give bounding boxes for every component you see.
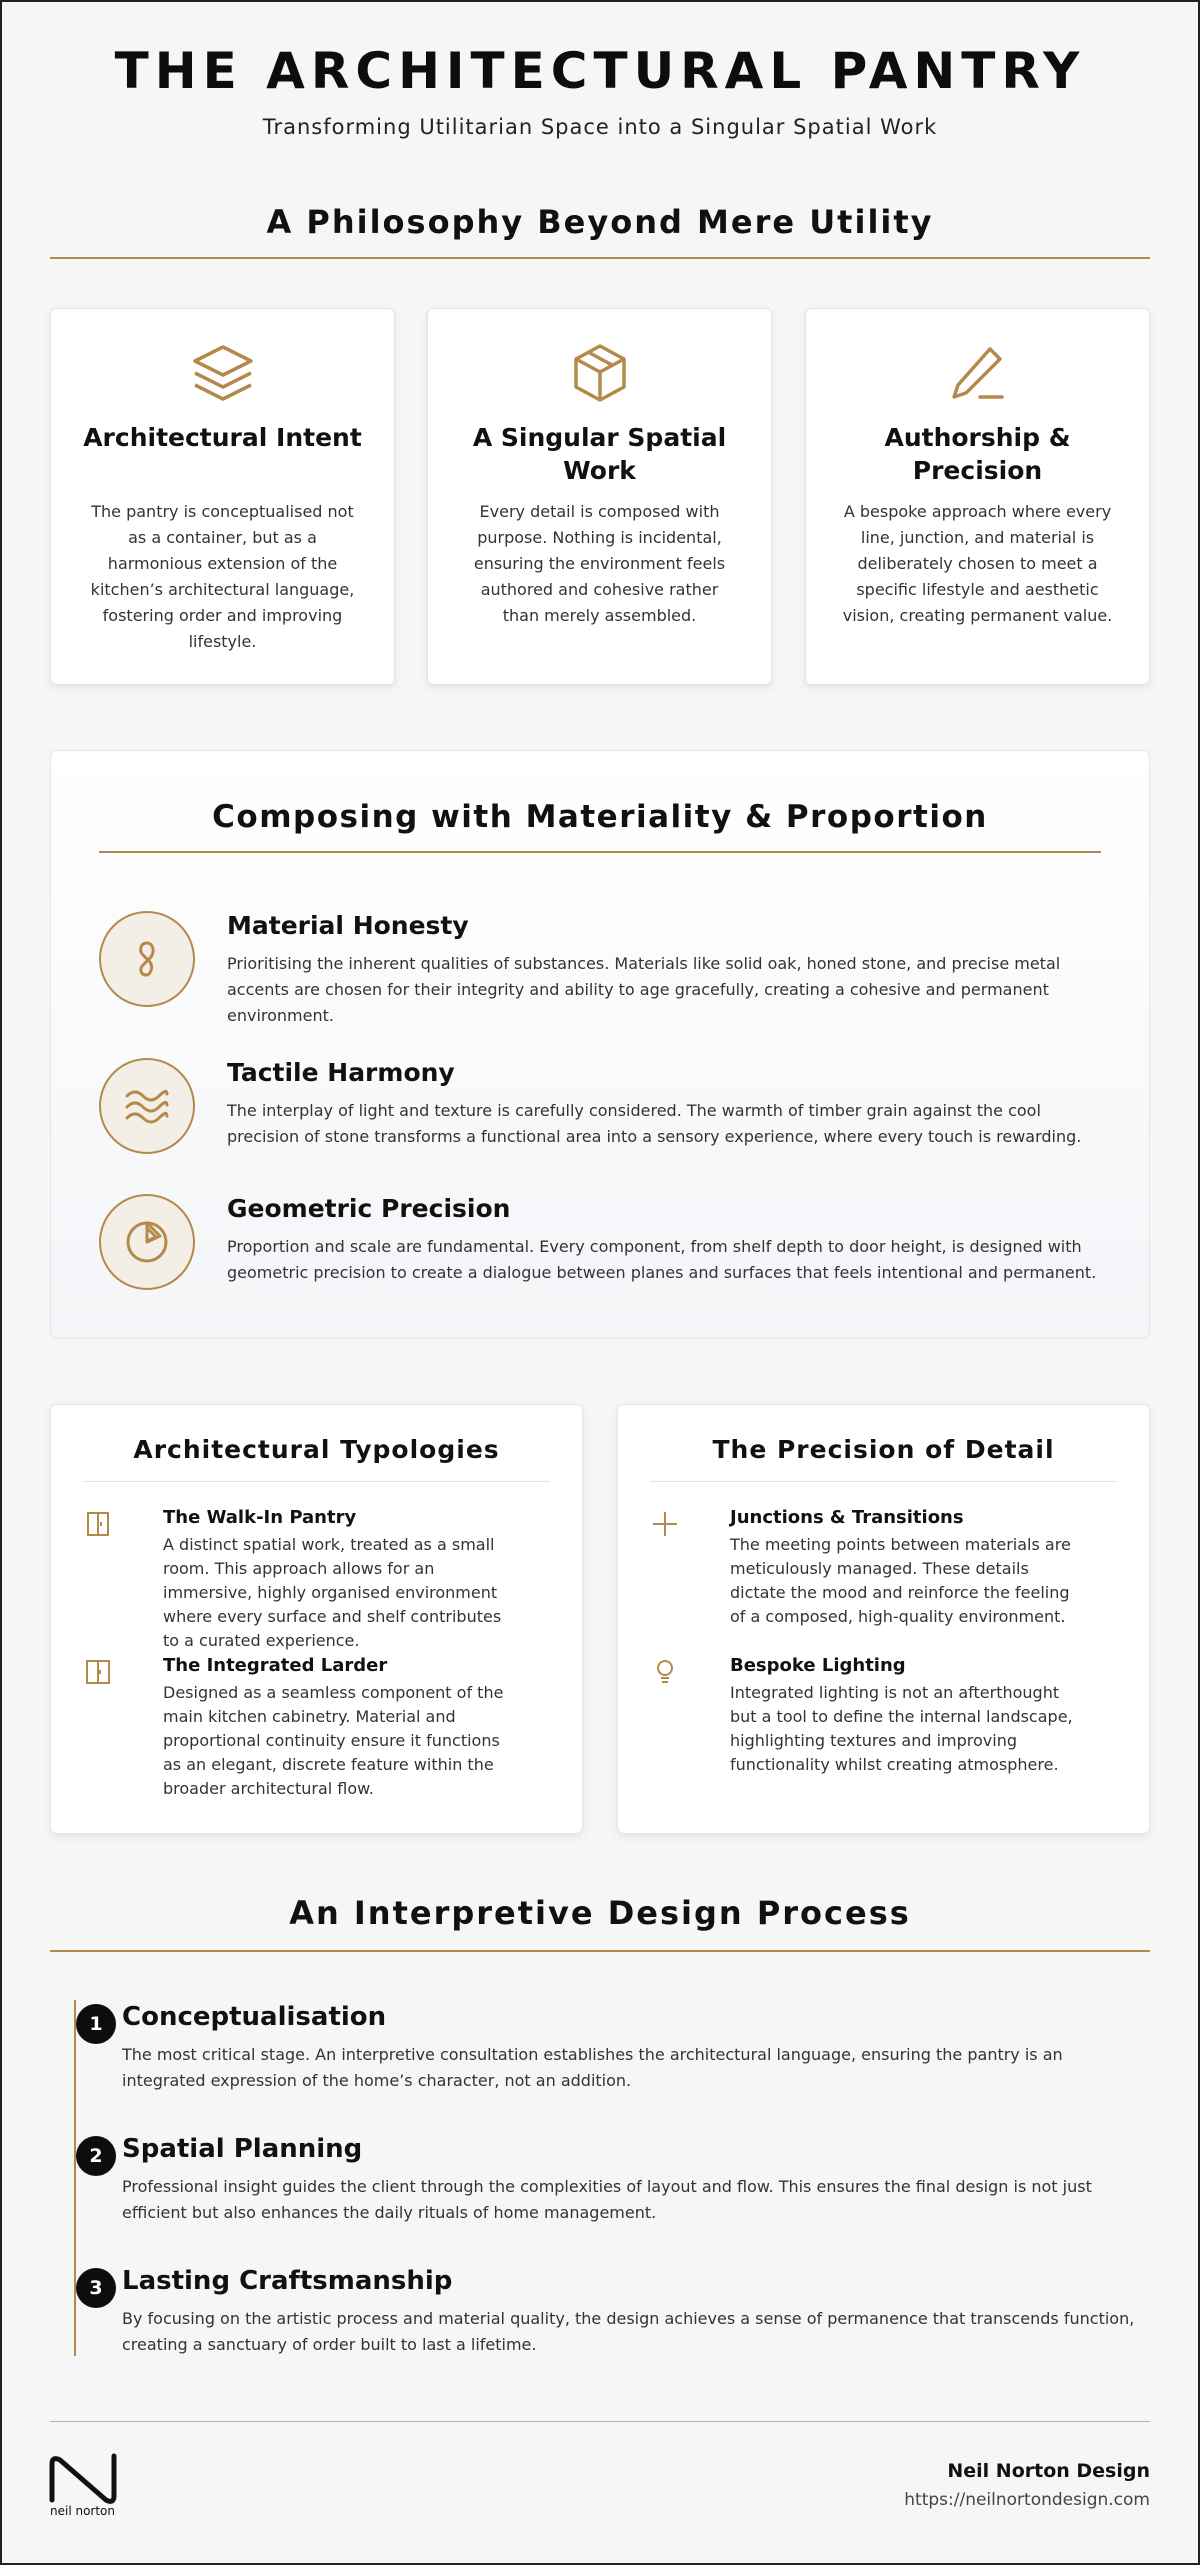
step-text: The most critical stage. An interpretive consultation establishes the architectural language, ensuring the pantry is an integrated expression of the home’s character, not an addition. — [122, 2045, 1063, 2090]
typologies-card — [50, 1404, 583, 1834]
neil-norton-logo[interactable] — [48, 2452, 118, 2518]
philosophy-card-spatial-work — [427, 308, 772, 685]
step-title: Lasting Craftsmanship — [122, 2266, 453, 2296]
material-text: The interplay of light and texture is carefully considered. The warmth of timber grain against the cool precision of stone transforms a functional area into a sensory experience, where every touch is rewarding. — [227, 1101, 1082, 1146]
process-heading: An Interpretive Design Process — [289, 1894, 911, 1932]
step-title: Spatial Planning — [122, 2134, 363, 2164]
typologies-divider — [83, 1481, 550, 1482]
detail-text: Integrated lighting is not an afterthought but a tool to define the internal landscape, highlighting textures and improving functionality whilst creating atmosphere. — [730, 1683, 1073, 1774]
material-title: Material Honesty — [227, 911, 469, 940]
process-divider — [50, 1950, 1150, 1952]
card-title: A Singular Spatial Work — [472, 423, 727, 485]
droplet-icon — [99, 911, 195, 1007]
philosophy-card-authorship — [805, 308, 1150, 685]
detail-title: Bespoke Lighting — [730, 1655, 906, 1676]
lightbulb-icon — [650, 1657, 680, 1687]
step-text: Professional insight guides the client through the complexities of layout and flow. This ensures the final design is not just efficient but also enhances the daily rituals of home management. — [122, 2177, 1092, 2222]
book-open-icon — [83, 1509, 113, 1539]
card-text: A bespoke approach where every line, junction, and material is deliberately chosen to meet a specific lifestyle and aesthetic vision, creating permanent value. — [842, 502, 1113, 625]
detail-card — [617, 1404, 1150, 1834]
material-text: Prioritising the inherent qualities of substances. Materials like solid oak, honed stone, and precise metal accents are chosen for their integrity and ability to age gracefully, creating a cohesive and permanent environment. — [227, 954, 1061, 1025]
step-title: Conceptualisation — [122, 2002, 387, 2032]
footer-divider — [50, 2421, 1150, 2422]
card-title: Authorship & Precision — [884, 423, 1071, 485]
detail-text: The meeting points between materials are meticulously managed. These details dictate the mood and reinforce the feeling of a composed, high-quality environment. — [730, 1535, 1071, 1626]
footer-company-name: Neil Norton Design — [947, 2460, 1150, 2482]
detail-title: Junctions & Transitions — [730, 1507, 964, 1528]
cube-icon — [428, 341, 771, 405]
page-title: THE ARCHITECTURAL PANTRY — [114, 42, 1086, 100]
plus-icon — [650, 1509, 680, 1539]
material-title: Tactile Harmony — [227, 1058, 455, 1087]
typology-text: Designed as a seamless component of the main kitchen cabinetry. Material and proportional continuity ensure it functions as an elegant, discrete feature within the broader architectural flow. — [163, 1683, 504, 1798]
card-title: Architectural Intent — [83, 423, 362, 452]
cabinet-icon — [83, 1657, 113, 1687]
layers-icon — [51, 341, 394, 405]
waves-icon — [99, 1058, 195, 1154]
pen-icon — [806, 341, 1149, 405]
philosophy-card-intent — [50, 308, 395, 685]
process-timeline — [74, 2000, 76, 2356]
materiality-panel — [50, 750, 1150, 1339]
detail-divider — [650, 1481, 1117, 1482]
step-text: By focusing on the artistic process and material quality, the design achieves a sense of permanence that transcends function, creating a sanctuary of order built to last a lifetime. — [122, 2309, 1135, 2354]
card-text: Every detail is composed with purpose. Nothing is incidental, ensuring the environment feels authored and cohesive rather than merely assembled. — [473, 502, 726, 625]
philosophy-divider — [50, 257, 1150, 259]
typology-text: A distinct spatial work, treated as a small room. This approach allows for an immersive, highly organised environment where every surface and shelf contributes to a curated experience. — [163, 1535, 502, 1650]
svg-text:neil norton: neil norton — [50, 2504, 116, 2518]
detail-heading: The Precision of Detail — [712, 1435, 1055, 1464]
materiality-heading: Composing with Materiality & Proportion — [212, 799, 988, 835]
step-number-badge: 1 — [76, 2004, 116, 2044]
material-text: Proportion and scale are fundamental. Every component, from shelf depth to door height, is designed with geometric precision to create a dialogue between planes and surfaces that feels intentional and permanent. — [227, 1237, 1097, 1282]
step-number-badge: 3 — [76, 2268, 116, 2308]
material-title: Geometric Precision — [227, 1194, 511, 1223]
typologies-heading: Architectural Typologies — [133, 1435, 500, 1464]
pie-chart-icon — [99, 1194, 195, 1290]
footer-website-link[interactable]: https://neilnortondesign.com — [904, 2490, 1150, 2510]
step-number-badge: 2 — [76, 2136, 116, 2176]
typology-title: The Walk-In Pantry — [163, 1507, 357, 1528]
philosophy-heading: A Philosophy Beyond Mere Utility — [266, 203, 934, 241]
card-text: The pantry is conceptualised not as a container, but as a harmonious extension of the kitchen’s architectural language, fostering order and improving lifestyle. — [90, 502, 355, 651]
page-subtitle: Transforming Utilitarian Space into a Singular Spatial Work — [262, 115, 938, 139]
typology-title: The Integrated Larder — [163, 1655, 388, 1676]
materiality-divider — [99, 851, 1101, 853]
